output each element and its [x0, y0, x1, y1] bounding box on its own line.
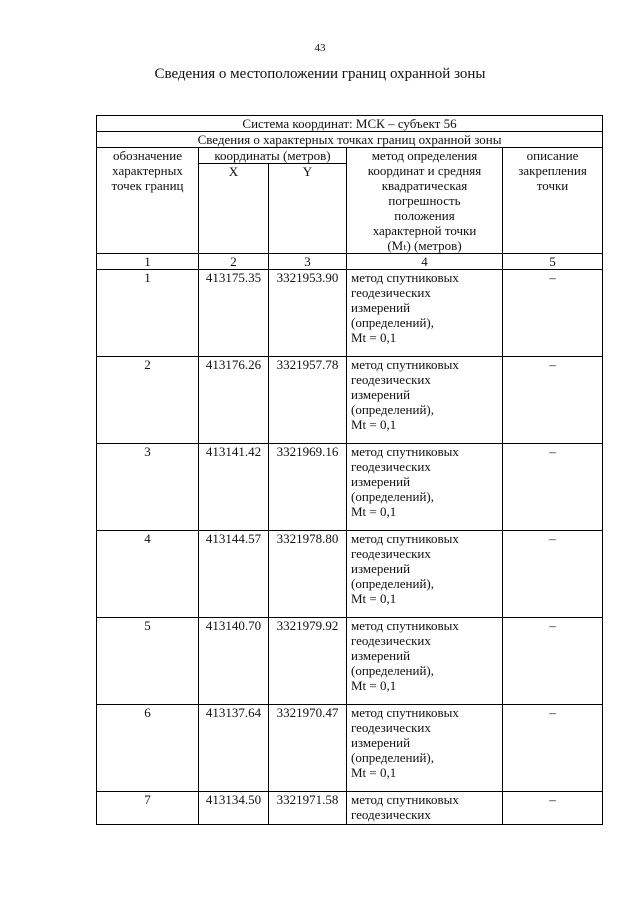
table-row: [97, 357, 603, 444]
method-line: метод спутниковых: [351, 705, 459, 720]
coordinate-system-cell: Система координат: МСК – субъект 56: [97, 116, 603, 132]
column-number: 2: [199, 254, 269, 270]
x-coordinate-cell: 413144.57: [199, 531, 269, 618]
table-row: [97, 531, 603, 618]
header-fixing: описание закрепления точки: [503, 148, 603, 254]
point-number-cell: 4: [97, 531, 199, 618]
method-line: измерений: [351, 300, 411, 315]
y-coordinate-cell: 3321971.58: [269, 792, 347, 825]
fixing-description-cell: –: [503, 357, 603, 444]
method-line: геодезических: [351, 633, 431, 648]
method-cell: [347, 618, 503, 705]
method-cell: [347, 357, 503, 444]
y-coordinate-cell: 3321978.80: [269, 531, 347, 618]
page-number: 43: [314, 42, 326, 54]
method-line: метод спутниковых: [351, 792, 459, 807]
method-line: измерений: [351, 387, 411, 402]
method-line: Mt = 0,1: [351, 678, 397, 693]
document-title: Сведения о местоположении границ охранной зоны: [154, 66, 486, 82]
column-number: 1: [97, 254, 199, 270]
point-number-cell: 3: [97, 444, 199, 531]
y-coordinate-cell: 3321979.92: [269, 618, 347, 705]
method-line: Mt = 0,1: [351, 765, 397, 780]
method-line: геодезических: [351, 546, 431, 561]
method-cell: [347, 270, 503, 357]
boundary-points-table: [96, 115, 603, 825]
x-coordinate-cell: 413140.70: [199, 618, 269, 705]
method-line: (определений),: [351, 489, 434, 504]
y-coordinate-cell: 3321970.47: [269, 705, 347, 792]
method-line: метод спутниковых: [351, 444, 459, 459]
method-line: измерений: [351, 474, 411, 489]
method-line: метод спутниковых: [351, 270, 459, 285]
fixing-description-cell: –: [503, 792, 603, 825]
method-line: геодезических: [351, 285, 431, 300]
point-number-cell: 1: [97, 270, 199, 357]
fixing-description-cell: –: [503, 270, 603, 357]
method-cell: [347, 531, 503, 618]
fixing-description-cell: –: [503, 531, 603, 618]
method-line: (определений),: [351, 402, 434, 417]
point-number-cell: 5: [97, 618, 199, 705]
method-line: геодезических: [351, 720, 431, 735]
x-coordinate-cell: 413134.50: [199, 792, 269, 825]
fixing-description-cell: –: [503, 444, 603, 531]
column-number: 4: [347, 254, 503, 270]
method-line: геодезических: [351, 459, 431, 474]
method-line: Mt = 0,1: [351, 591, 397, 606]
x-coordinate-cell: 413175.35: [199, 270, 269, 357]
method-cell: [347, 705, 503, 792]
point-number-cell: 6: [97, 705, 199, 792]
method-cell: [347, 444, 503, 531]
method-cell: [347, 792, 503, 825]
header-x: X: [199, 164, 269, 254]
x-coordinate-cell: 413137.64: [199, 705, 269, 792]
method-line: (определений),: [351, 315, 434, 330]
method-line: геодезических: [351, 807, 431, 822]
method-line: измерений: [351, 735, 411, 750]
y-coordinate-cell: 3321957.78: [269, 357, 347, 444]
point-number-cell: 2: [97, 357, 199, 444]
method-line: (определений),: [351, 576, 434, 591]
method-line: измерений: [351, 648, 411, 663]
table-row: [97, 618, 603, 705]
column-number: 3: [269, 254, 347, 270]
method-line: геодезических: [351, 372, 431, 387]
method-line: (определений),: [351, 750, 434, 765]
table-row: [97, 444, 603, 531]
column-number: 5: [503, 254, 603, 270]
method-line: метод спутниковых: [351, 531, 459, 546]
table-row: [97, 792, 603, 825]
y-coordinate-cell: 3321969.16: [269, 444, 347, 531]
header-y: Y: [269, 164, 347, 254]
method-line: Mt = 0,1: [351, 417, 397, 432]
section-title-cell: Сведения о характерных точках границ охранной зоны: [97, 132, 603, 148]
point-number-cell: 7: [97, 792, 199, 825]
method-line: Mt = 0,1: [351, 330, 397, 345]
method-line: Mt = 0,1: [351, 504, 397, 519]
column-number-row: [97, 254, 603, 270]
table-row: [97, 705, 603, 792]
x-coordinate-cell: 413141.42: [199, 444, 269, 531]
method-line: метод спутниковых: [351, 618, 459, 633]
header-designation: обозначение характерных точек границ: [97, 148, 199, 254]
y-coordinate-cell: 3321953.90: [269, 270, 347, 357]
method-line: метод спутниковых: [351, 357, 459, 372]
x-coordinate-cell: 413176.26: [199, 357, 269, 444]
table-row: [97, 270, 603, 357]
method-line: измерений: [351, 561, 411, 576]
header-coordinates: координаты (метров): [199, 148, 347, 164]
method-line: (определений),: [351, 663, 434, 678]
fixing-description-cell: –: [503, 618, 603, 705]
header-method: метод определения координат и средняя квадратическая погрешность положения характерной точки (Mₜ) (метров): [347, 148, 503, 254]
fixing-description-cell: –: [503, 705, 603, 792]
